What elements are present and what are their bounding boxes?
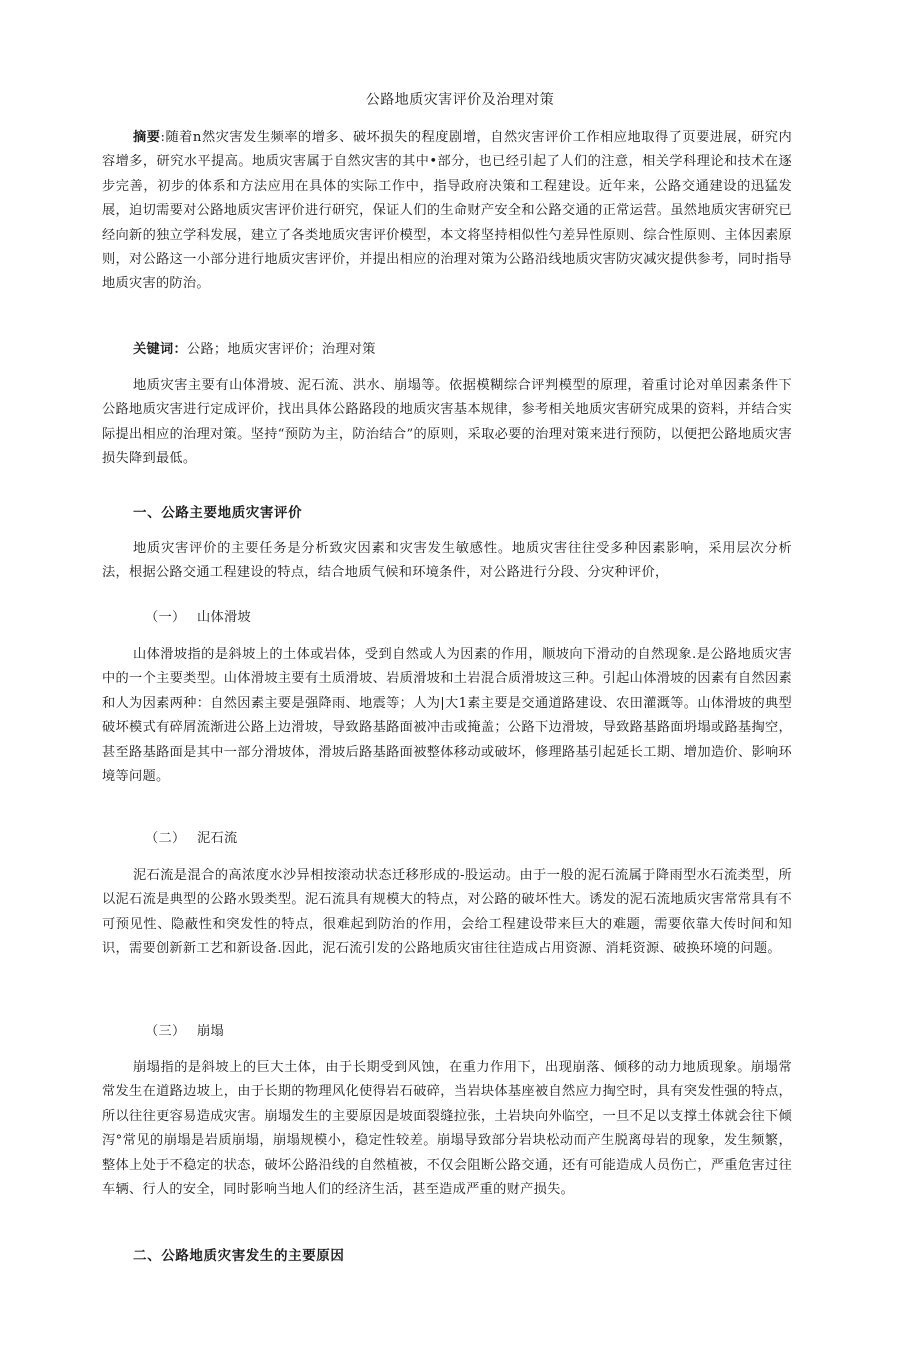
keywords-text: 公路；地质灾害评价；治理对策 xyxy=(186,342,376,357)
abstract-label: 摘要 xyxy=(133,130,161,145)
section-1-heading: 一、公路主要地质灾害评价 xyxy=(133,505,303,521)
abstract-text: :随着n然灾害发生频率的增多、破坏损失的程度剧增，自然灾害评价工作相应地取得了页要进展，研究内容增多，研究水平提高。地质灾害属于自然灾害的其中•部分，也已经引起了人们的注意，相关学科理论和技术在逐步完善，初步的体系和方法应用在具体的实际工作中，指导政府决策和工程建设。近年来，公路交通建设的迅猛发展，迫切需要对公路地质灾害评价进行研究，保证人们的生命财产安全和公路交通的正常运营。虽然地质灾害研究已经向新的独立学科发展，建立了各类地质灾害评价模型，本文将坚持相似性勺差异性原则、综合性原则、主体因素原则，对公路这一小部分进行地质灾害评价，并提出相应的治理对策为公路沿线地质灾害防灾减灾提供参考，同时指导地质灾害的防治。 xyxy=(102,130,792,292)
keywords-label: 关键词： xyxy=(133,342,187,357)
subsection-title: 泥石流 xyxy=(197,831,238,846)
intro-paragraph: 地质灾害主要有山体滑坡、泥石流、洪水、崩塌等。依据模糊综合评判模型的原理，着重讨论对单因素条件下公路地质灾害进行定成评价，找出具体公路路段的地质灾害基本规律，参考相关地质灾害研究成果的资料，并结合实际提出相应的治理对策。坚持“预防为主，防治结合”的原则，采取必要的治理对策来进行预防，以便把公路地质灾害损失降到最低。 xyxy=(102,378,792,467)
subsection-debris-flow-heading xyxy=(145,827,237,846)
section-1-intro: 地质灾害评价的主要任务是分析致灾因素和灾害发生敏感性。地质灾害往往受多种因素影响，采用层次分析法，根据公路交通工程建设的特点，结合地质气候和环境条件，对公路进行分段、分灾种评价， xyxy=(102,541,792,581)
document-title: 公路地质灾害评价及治理对策 xyxy=(365,92,555,108)
subsection-number: （二） xyxy=(145,831,186,846)
subsection-number: （三） xyxy=(145,1024,186,1039)
collapse-paragraph: 崩塌指的是斜坡上的巨大土体，由于长期受到风蚀，在重力作用下，出现崩落、倾移的动力地质现象。崩塌常常发生在道路边坡上，由于长期的物理风化使得岩石破碎，当岩块体基座被自然应力掏空时，具有突发性强的特点，所以往往更容易造成灾害。崩塌发生的主要原因是坡面裂缝拉张，土岩块向外临空，一旦不足以支撑土体就会往下倾泻°常见的崩塌是岩质崩塌，崩塌规模小，稳定性较差。崩塌导致部分岩块松动而产生脱离母岩的现象，发生频繁，整体上处于不稳定的状态，破坏公路沿线的自然植被，不仅会阻断公路交通，还有可能造成人员伤亡，严重危害过往车辆、行人的安全，同时影响当地人们的经济生活，甚至造成严重的财产损失。 xyxy=(102,1060,792,1198)
debris-flow-paragraph: 泥石流是混合的高浓度水沙异相按滚动状态迁移形成的-股运动。由于一般的泥石流属于降雨型水石流类型，所以泥石流是典型的公路水毁类型。泥石流具有规模大的特点，对公路的破坏性大。诱发的泥石流地质灾害常常具有不可预见性、隐蔽性和突发性的特点，很难起到防治的作用，会给工程建设带来巨大的难题，需要依靠大传时间和知识，需要创新新工艺和新设备.因此，泥石流引发的公路地质灾宙往往造成占用资源、消耗资源、破换环境的问题。 xyxy=(102,868,792,957)
subsection-number: （一） xyxy=(145,610,186,625)
landslide-paragraph: 山体滑坡指的是斜坡上的土体或岩体，受到自然或人为因素的作用，顺坡向下滑动的自然现象.是公路地质灾害中的一个主要类型。山体滑坡主要有土质滑坡、岩质滑坡和土岩混合质滑坡这三种。引起山体滑坡的因素有自然因素和人为因素两种：自然因素主要是强降雨、地震等；人为|大1素主要是交通道路建设、农田灌溉等。山体滑坡的典型破坏模式有碎屑流渐进公路上边滑坡，导致路基路面被冲击或掩盖；公路下边滑坡，导致路基路面坍塌或路基掏空，甚至路基路面是其中一部分滑坡体，滑坡后路基路面被整体移动或破坏，修理路基引起延长工期、增加造价、影响环境等问题。 xyxy=(102,647,792,785)
keywords-line xyxy=(133,338,376,357)
section-2-heading: 二、公路地质灾害发生的主要原因 xyxy=(133,1248,345,1264)
subsection-title: 山体滑坡 xyxy=(197,610,251,625)
abstract-paragraph xyxy=(102,126,792,297)
subsection-landslide-heading xyxy=(145,606,251,625)
subsection-collapse-heading xyxy=(145,1020,224,1039)
subsection-title: 崩塌 xyxy=(197,1024,224,1039)
